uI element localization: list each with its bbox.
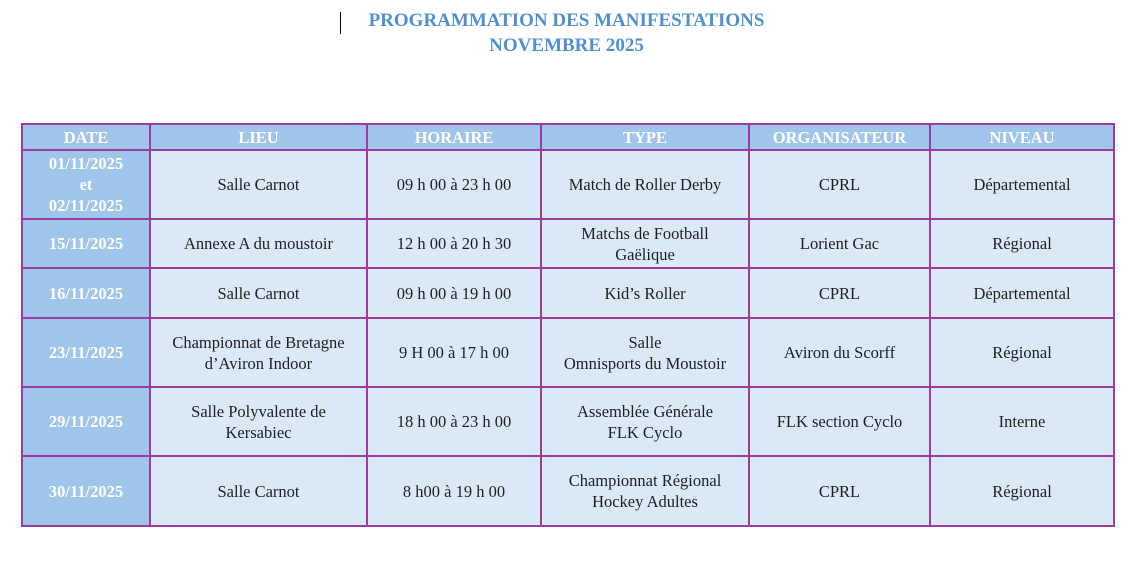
date-cell: 16/11/2025	[22, 268, 150, 318]
header-niveau: NIVEAU	[930, 124, 1114, 150]
lieu-cell: Salle Carnot	[150, 268, 367, 318]
lieu-cell: Salle Carnot	[150, 456, 367, 526]
niveau-cell: Régional	[930, 219, 1114, 268]
header-lieu: LIEU	[150, 124, 367, 150]
date-cell: 29/11/2025	[22, 387, 150, 456]
table-header-row	[22, 124, 1114, 150]
organisateur-cell: Lorient Gac	[749, 219, 930, 268]
table-row	[22, 268, 1114, 318]
horaire-cell: 18 h 00 à 23 h 00	[367, 387, 541, 456]
title-line-1: PROGRAMMATION DES MANIFESTATIONS	[368, 10, 765, 31]
date-cell: 15/11/2025	[22, 219, 150, 268]
header-date: DATE	[22, 124, 150, 150]
type-cell: Matchs de Football Gaëlique	[541, 219, 749, 268]
header-horaire: HORAIRE	[367, 124, 541, 150]
text-cursor	[340, 12, 341, 34]
lieu-cell: Salle Polyvalente de Kersabiec	[150, 387, 367, 456]
organisateur-cell: FLK section Cyclo	[749, 387, 930, 456]
horaire-cell: 8 h00 à 19 h 00	[367, 456, 541, 526]
type-cell: Salle Omnisports du Moustoir	[541, 318, 749, 387]
organisateur-cell: CPRL	[749, 268, 930, 318]
horaire-cell: 09 h 00 à 23 h 00	[367, 150, 541, 219]
date-cell: 01/11/2025 et 02/11/2025	[22, 150, 150, 219]
events-table	[21, 123, 1115, 527]
organisateur-cell: CPRL	[749, 150, 930, 219]
table-row	[22, 318, 1114, 387]
document-title	[0, 8, 1133, 58]
date-cell: 30/11/2025	[22, 456, 150, 526]
header-type: TYPE	[541, 124, 749, 150]
header-organisateur: ORGANISATEUR	[749, 124, 930, 150]
niveau-cell: Interne	[930, 387, 1114, 456]
lieu-cell: Annexe A du moustoir	[150, 219, 367, 268]
horaire-cell: 09 h 00 à 19 h 00	[367, 268, 541, 318]
title-line-2: NOVEMBRE 2025	[489, 35, 644, 56]
niveau-cell: Régional	[930, 456, 1114, 526]
type-cell: Match de Roller Derby	[541, 150, 749, 219]
organisateur-cell: CPRL	[749, 456, 930, 526]
type-cell: Kid’s Roller	[541, 268, 749, 318]
table-row	[22, 456, 1114, 526]
lieu-cell: Championnat de Bretagne d’Aviron Indoor	[150, 318, 367, 387]
organisateur-cell: Aviron du Scorff	[749, 318, 930, 387]
type-cell: Championnat Régional Hockey Adultes	[541, 456, 749, 526]
niveau-cell: Départemental	[930, 268, 1114, 318]
type-cell: Assemblée Générale FLK Cyclo	[541, 387, 749, 456]
niveau-cell: Régional	[930, 318, 1114, 387]
niveau-cell: Départemental	[930, 150, 1114, 219]
horaire-cell: 9 H 00 à 17 h 00	[367, 318, 541, 387]
date-cell: 23/11/2025	[22, 318, 150, 387]
lieu-cell: Salle Carnot	[150, 150, 367, 219]
horaire-cell: 12 h 00 à 20 h 30	[367, 219, 541, 268]
table-row	[22, 219, 1114, 268]
table-row	[22, 387, 1114, 456]
table-row	[22, 150, 1114, 219]
